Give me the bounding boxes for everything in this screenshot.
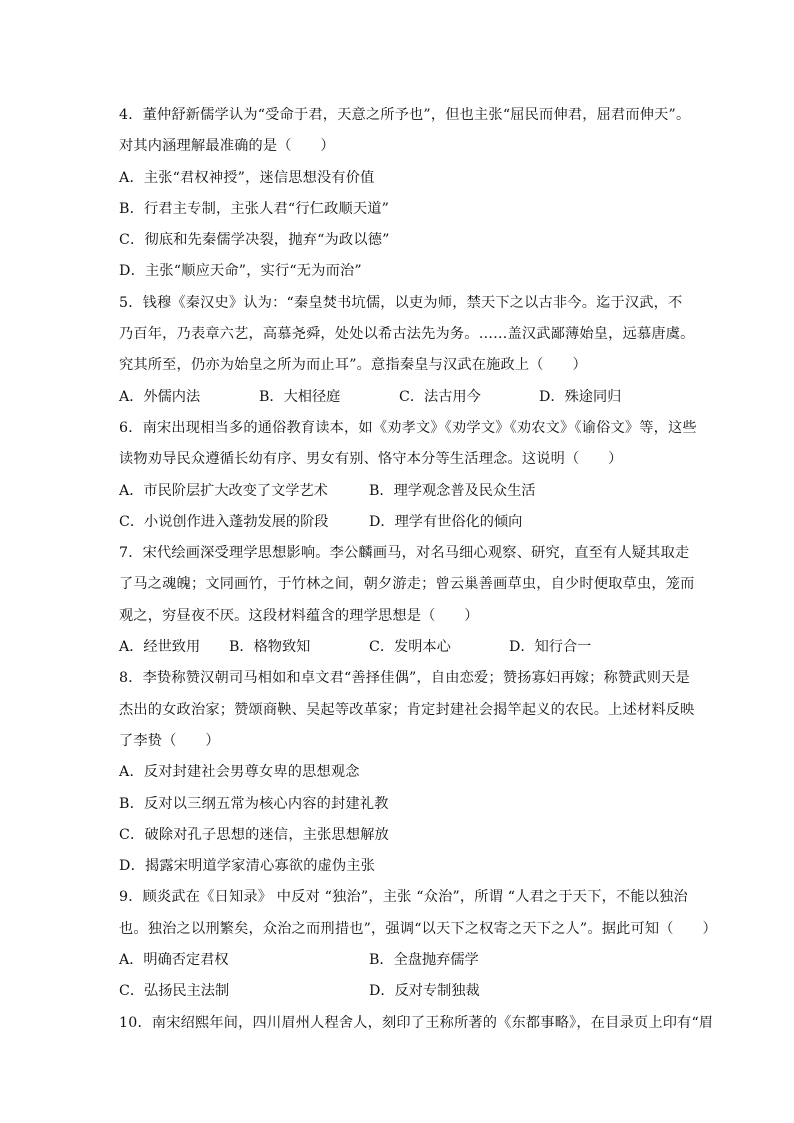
question-stem: 10．南宋绍熙年间，四川眉州人程舍人，刻印了王称所著的《东都事略》，在目录页上印有“眉 (119, 1014, 714, 1031)
options-row (119, 632, 679, 663)
option-d: D．反对专制独裁 (369, 983, 480, 1000)
question-stem: 读物劝导民众遵循长幼有序、男女有别、恪守本分等生活理念。这说明（ ） (119, 451, 623, 468)
option-c: C．发明本心 (369, 639, 451, 656)
option-a: A．外儒内法 (119, 388, 201, 405)
options-row (119, 382, 679, 413)
options-row (119, 476, 679, 507)
option-a: A．经世致用 (119, 639, 201, 656)
question-stem: 杰出的女政治家；赞颂商鞅、吴起等改革家；肯定封建社会揭竿起义的农民。上述材料反映 (119, 701, 695, 718)
option-b: B．行君主专制，主张人君“行仁政顺天道” (119, 200, 390, 217)
exam-page (119, 100, 717, 1039)
option-b: B．大相径庭 (259, 388, 341, 405)
question-stem: 4．董仲舒新儒学认为“受命于君，天意之所予也”，但也主张“屈民而伸君，屈君而伸天”。 (119, 107, 691, 123)
question-stem: 5．钱穆《秦汉史》认为：“秦皇焚书坑儒，以吏为师，禁天下之以古非今。迄于汉武，不 (119, 294, 683, 311)
question-10 (119, 1008, 714, 1039)
options-row (119, 945, 679, 976)
option-b: B．全盘抛弃儒学 (369, 952, 479, 969)
option-c: C．小说创作进入蓬勃发展的阶段 (119, 513, 329, 530)
question-stem: 8．李贽称赞汉朝司马相如和卓文君“善择佳偶”，自由恋爱；赞扬寡妇再嫁；称赞武则天是 (119, 670, 690, 687)
options-row (119, 507, 679, 538)
question-stem: 了李贽（ ） (119, 732, 220, 749)
option-b: B．理学观念普及民众生活 (369, 482, 536, 499)
option-a: A．主张“君权神授”，迷信思想没有价值 (119, 169, 375, 186)
question-stem: 7．宋代绘画深受理学思想影响。李公麟画马，对名马细心观察、研究，直至有人疑其取走 (119, 545, 690, 562)
option-a: A．市民阶层扩大改变了文学艺术 (119, 482, 328, 499)
option-a: A．反对封建社会男尊女卑的思想观念 (119, 764, 360, 781)
option-a: A．明确否定君权 (119, 952, 229, 969)
option-d: D．揭露宋明道学家清心寡欲的虚伪主张 (119, 858, 376, 875)
question-8 (119, 663, 695, 882)
option-d: D．理学有世俗化的倾向 (369, 513, 523, 530)
option-d: D．主张“顺应天命”，实行“无为而治” (119, 263, 362, 280)
question-stem: 究其所至，仍亦为始皇之所为而止耳”。意指秦皇与汉武在施政上（ ） (119, 357, 587, 374)
option-c: C．彻底和先秦儒学决裂，抛弃“为政以德” (119, 232, 390, 249)
question-stem: 也。独治之以刑繁矣，众治之而刑措也”，强调“以天下之权寄之天下之人”。据此可知（ ） (119, 920, 717, 937)
option-c: C．破除对孔子思想的迷信，主张思想解放 (119, 826, 390, 843)
option-c: C．弘扬民主法制 (119, 983, 230, 1000)
option-d: D．知行合一 (509, 639, 592, 656)
question-stem: 对其内涵理解最准确的是（ ） (119, 138, 335, 155)
question-stem: 了马之魂魄；文同画竹，于竹林之间，朝夕游走；曾云巢善画草虫，自少时便取草虫，笼而 (119, 576, 695, 593)
option-c: C．法古用今 (399, 388, 481, 405)
options-row (119, 976, 679, 1007)
option-b: B．反对以三纲五常为核心内容的封建礼教 (119, 795, 389, 812)
question-4 (119, 100, 691, 288)
question-6 (119, 413, 697, 538)
question-9 (119, 882, 717, 1007)
option-d: D．殊途同归 (539, 388, 622, 405)
question-stem: 6．南宋出现相当多的通俗教育读本，如《劝孝文》《劝学文》《劝农文》《谕俗文》等，这些 (119, 419, 697, 436)
option-b: B．格物致知 (229, 639, 311, 656)
question-stem: 乃百年，乃表章六艺，高慕尧舜，处处以希古法先为务。……盖汉武鄙薄始皇，远慕唐虞。 (119, 326, 695, 343)
question-7 (119, 538, 695, 663)
question-stem: 9．顾炎武在《日知录》 中反对 “独治”，主张 “众治”，所谓 “人君之于天下，不能以独治 (119, 889, 688, 906)
question-stem: 观之，穷昼夜不厌。这段材料蕴含的理学思想是（ ） (119, 607, 479, 624)
question-5 (119, 288, 695, 413)
